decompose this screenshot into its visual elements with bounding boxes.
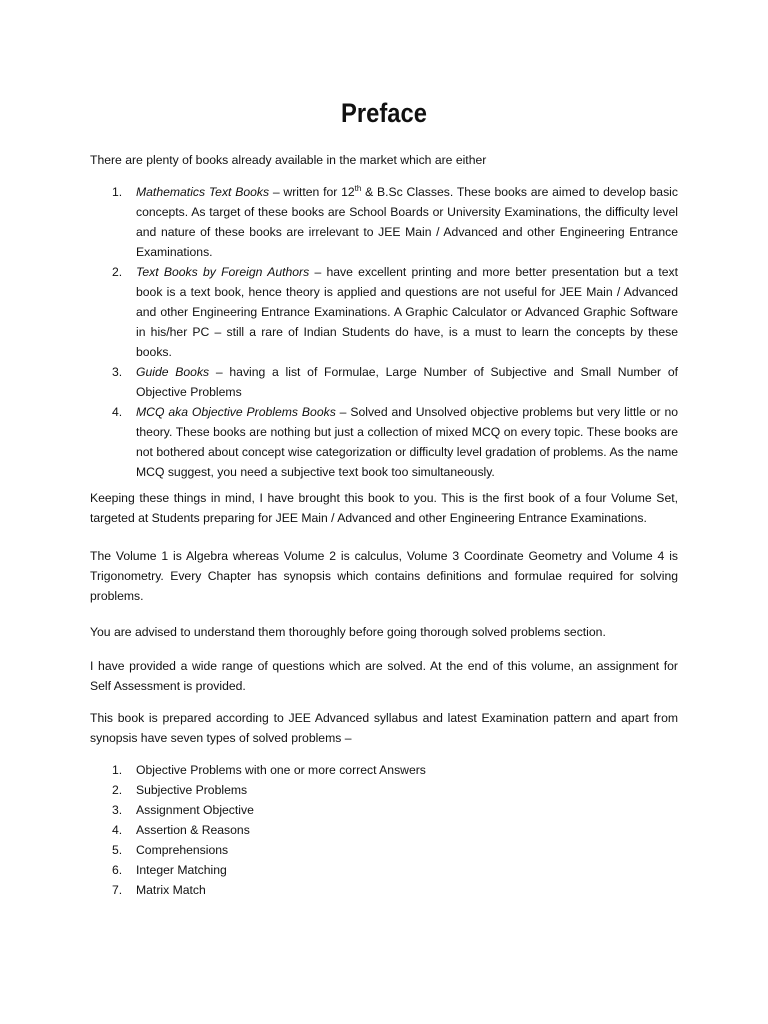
list-text: – Solved and Unsolved objective problems but very little or no theory. These books are nothing but just a collection of mixed MCQ on every topic. These books are not bothered about concept wise categorization or difficulty level gradation of problems. As the name MCQ suggest, you need a subjective text book too simultaneously. (136, 405, 678, 479)
list-item (90, 780, 678, 800)
list-item (90, 840, 678, 860)
list-number: 3. (112, 365, 123, 379)
list-number: 1. (112, 763, 123, 777)
superscript: th (354, 184, 362, 193)
list-number: 4. (112, 823, 123, 837)
list-item (90, 262, 678, 362)
list-item (90, 860, 678, 880)
book-types-list (90, 182, 678, 482)
list-number: 2. (112, 265, 123, 279)
paragraph-syllabus: This book is prepared according to JEE Advanced syllabus and latest Examination pattern and apart from synopsis have seven types of solved problems – (90, 711, 678, 745)
list-text: Subjective Problems (136, 783, 248, 797)
list-number: 2. (112, 783, 123, 797)
list-number: 5. (112, 843, 123, 857)
list-text: – written for 12 (269, 185, 355, 199)
problem-types-list (90, 760, 678, 900)
list-heading: MCQ aka Objective Problems Books (136, 405, 336, 419)
list-number: 3. (112, 803, 123, 817)
list-item (90, 800, 678, 820)
paragraph-assignment: I have provided a wide range of questions which are solved. At the end of this volume, an assignment for Self Assessment is provided. (90, 659, 678, 693)
list-text: & B.Sc Classes. These books are aimed to develop basic concepts. As target of these books are School Boards or University Examinations, the difficulty level and nature of these books are irrelevant to JEE Main / Advanced and other Engineering Entrance Examinations. (136, 185, 678, 259)
list-text: – have excellent printing and more better presentation but a text book is a text book, hence theory is applied and questions are not useful for JEE Main / Advanced and other Engineering Entrance Examinations. A Graphic Calculator or Advanced Graphic Software in his/her PC – still a rare of Indian Students do have, is a must to learn the concepts by these books. (136, 265, 678, 359)
list-item (90, 182, 678, 262)
list-heading: Text Books by Foreign Authors (136, 265, 310, 279)
list-item (90, 820, 678, 840)
list-text: Assignment Objective (136, 803, 254, 817)
list-number: 7. (112, 883, 123, 897)
intro-paragraph: There are plenty of books already available in the market which are either (90, 153, 487, 167)
page-title: Preface (341, 98, 427, 128)
list-item (90, 362, 678, 402)
list-number: 6. (112, 863, 123, 877)
paragraph-book-intro: Keeping these things in mind, I have brought this book to you. This is the first book of a four Volume Set, targeted at Students preparing for JEE Main / Advanced and other Engineering Entrance Examinations. (90, 491, 678, 525)
list-heading: Mathematics Text Books (136, 185, 270, 199)
list-number: 1. (112, 185, 123, 199)
list-text: – having a list of Formulae, Large Number of Subjective and Small Number of Objective Problems (136, 365, 679, 399)
list-number: 4. (112, 405, 123, 419)
paragraph-volumes: The Volume 1 is Algebra whereas Volume 2 is calculus, Volume 3 Coordinate Geometry and Volume 4 is Trigonometry. Every Chapter has synopsis which contains definitions and formulae required for solving problems. (90, 549, 678, 603)
list-item (90, 402, 678, 482)
list-item (90, 760, 678, 780)
list-heading: Guide Books (136, 365, 210, 379)
list-text: Assertion & Reasons (136, 823, 250, 837)
list-text: Objective Problems with one or more correct Answers (136, 763, 426, 777)
list-text: Integer Matching (136, 863, 227, 877)
list-text: Comprehensions (136, 843, 229, 857)
paragraph-advice: You are advised to understand them thoroughly before going thorough solved problems section. (90, 625, 606, 639)
list-text: Matrix Match (136, 883, 206, 897)
list-item (90, 880, 678, 900)
